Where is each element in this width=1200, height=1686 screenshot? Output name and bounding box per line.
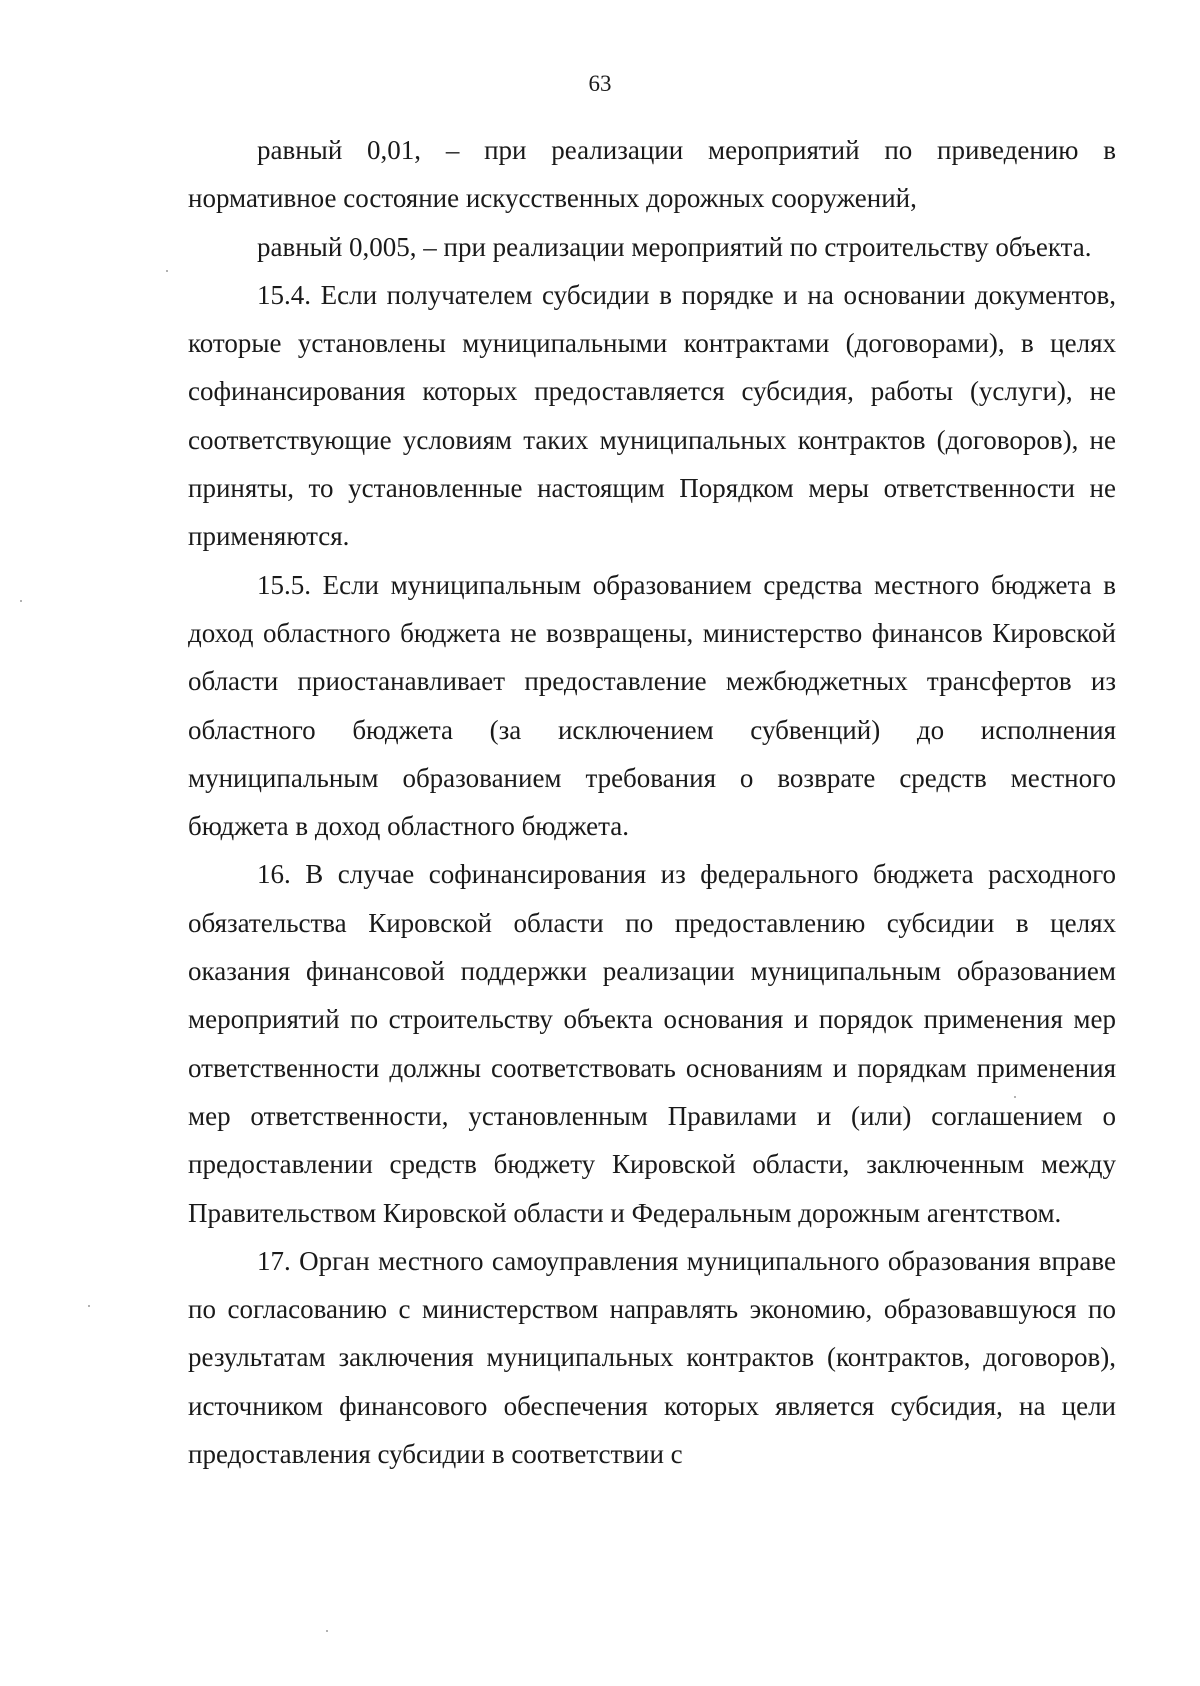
scan-speck: [166, 270, 168, 272]
paragraph-coefficient-0005: равный 0,005, – при реализации мероприятий по строительству объекта.: [257, 231, 1092, 262]
scan-speck: [20, 600, 22, 602]
scan-speck: [1014, 1096, 1016, 1098]
paragraph-coefficient-001: равный 0,01, – при реализации мероприятий по приведению в нормативное состояние искусственных дорожных сооружений,: [188, 135, 1116, 214]
scan-speck: [88, 1305, 90, 1307]
paragraph-15-5: 15.5. Если муниципальным образованием средства местного бюджета в доход областного бюджета не возвращены, министерство финансов Кировской области приостанавливает предоставление межбюджетных трансфертов из областного бюджета (за исключением субвенций) до исполнения муниципальным образованием требования о возврате средств местного бюджета в доход областного бюджета.: [188, 569, 1116, 842]
document-body: [188, 126, 1116, 1478]
scan-speck: [326, 1630, 328, 1632]
paragraph-15-4: 15.4. Если получателем субсидии в порядке и на основании документов, которые установлены муниципальными контрактами (договорами), в целях софинансирования которых предоставляется субсидия, работы (услуги), не соответствующие условиям таких муниципальных контрактов (договоров), не приняты, то установленные настоящим Порядком меры ответственности не применяются.: [188, 279, 1116, 552]
paragraph-17: 17. Орган местного самоуправления муниципального образования вправе по согласованию с министерством направлять экономию, образовавшуюся по результатам заключения муниципальных контрактов (контрактов, договоров), источником финансового обеспечения которых является субсидия, на цели предоставления субсидии в соответствии с: [188, 1245, 1116, 1470]
page-number: 63: [588, 71, 612, 96]
paragraph-16: 16. В случае софинансирования из федерального бюджета расходного обязательства Кировской области по предоставлению субсидии в целях оказания финансовой поддержки реализации муниципальным образованием мероприятий по строительству объекта основания и порядок применения мер ответственности должны соответствовать основаниям и порядкам применения мер ответственности, установленным Правилами и (или) соглашением о предоставлении средств бюджету Кировской области, заключенным между Правительством Кировской области и Федеральным дорожным агентством.: [188, 859, 1116, 1228]
